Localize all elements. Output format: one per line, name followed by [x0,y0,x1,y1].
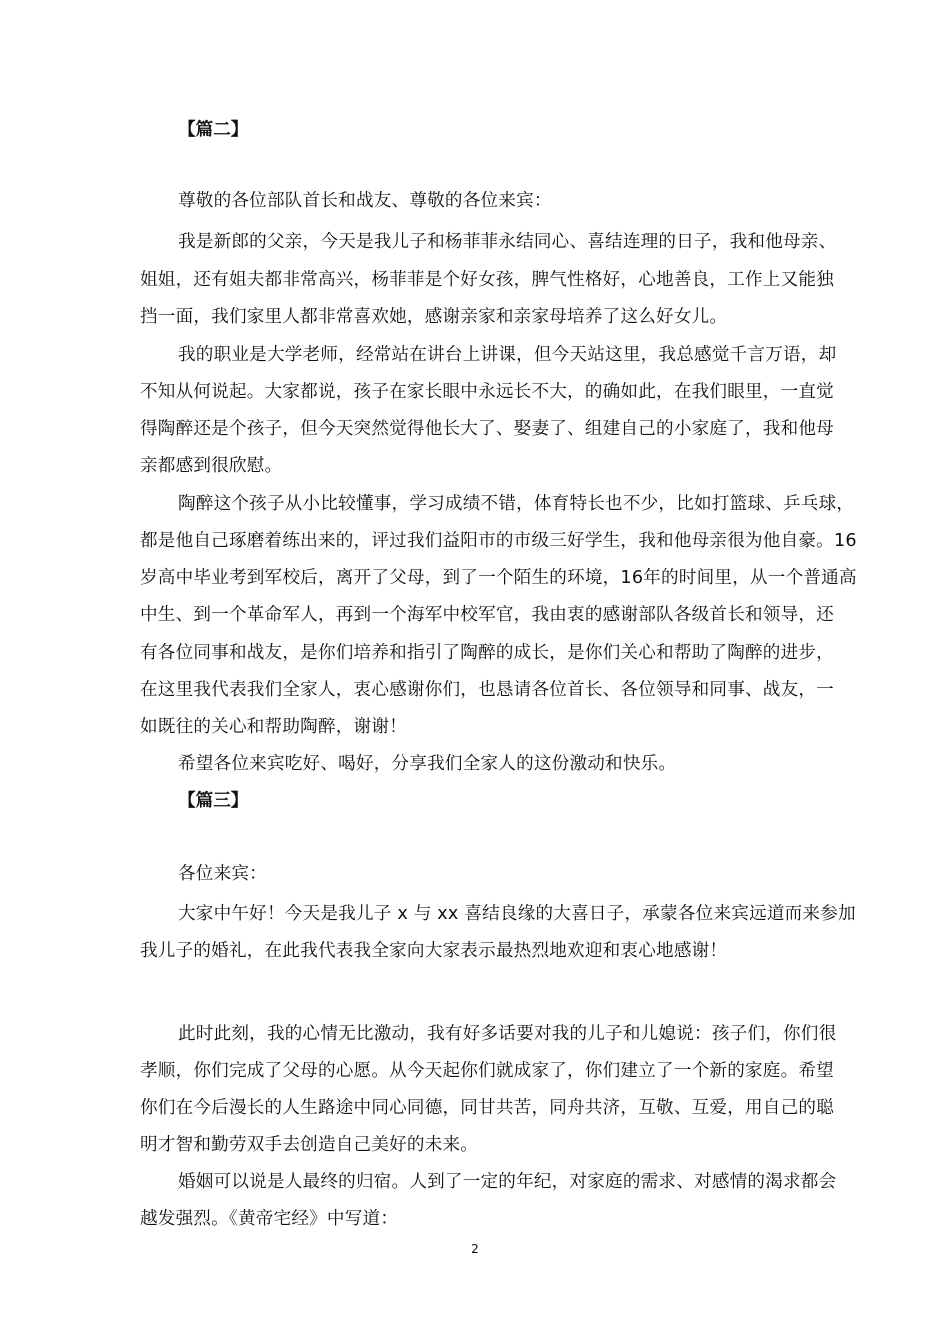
paragraph-line: 在这里我代表我们全家人，衷心感谢你们，也恳请各位首长、各位领导和同事、战友，一 [140,680,834,700]
paragraph-line: 不知从何说起。大家都说，孩子在家长眼中永远长不大，的确如此，在我们眼里，一直觉 [140,382,834,402]
paragraph-line: 你们在今后漫长的人生路途中同心同德，同甘共苦，同舟共济，互敬、互爱，用自己的聪 [140,1098,834,1118]
section-heading: 【篇二】 [178,120,249,140]
paragraph-line: 婚姻可以说是人最终的归宿。人到了一定的年纪，对家庭的需求、对感情的渴求都会 [178,1172,837,1192]
paragraph-line: 陶醉这个孩子从小比较懂事，学习成绩不错，体育特长也不少，比如打篮球、乒乓球， [178,494,855,514]
paragraph-line: 姐姐，还有姐夫都非常高兴，杨菲菲是个好女孩，脾气性格好，心地善良，工作上又能独 [140,270,834,290]
paragraph-line: 我的职业是大学老师，经常站在讲台上讲课，但今天站这里，我总感觉千言万语，却 [178,345,837,365]
salutation-line: 各位来宾： [178,864,267,884]
paragraph-line: 中生、到一个革命军人，再到一个海军中校军官，我由衷的感谢部队各级首长和领导，还 [140,605,834,625]
paragraph-line: 我是新郎的父亲，今天是我儿子和杨菲菲永结同心、喜结连理的日子，我和他母亲、 [178,232,837,252]
paragraph-line: 希望各位来宾吃好、喝好，分享我们全家人的这份激动和快乐。 [178,754,677,774]
paragraph-line: 我儿子的婚礼，在此我代表我全家向大家表示最热烈地欢迎和衷心地感谢！ [140,941,728,961]
paragraph-line: 孝顺，你们完成了父母的心愿。从今天起你们就成家了，你们建立了一个新的家庭。希望 [140,1061,834,1081]
section-heading: 【篇三】 [178,791,249,811]
paragraph-line: 都是他自己琢磨着练出来的，评过我们益阳市的市级三好学生，我和他母亲很为他自豪。16 [140,531,857,551]
paragraph-line: 岁高中毕业考到军校后，离开了父母，到了一个陌生的环境，16年的时间里，从一个普通高 [140,568,857,588]
paragraph-line: 大家中午好！今天是我儿子 x 与 xx 喜结良缘的大喜日子，承蒙各位来宾远道而来参加 [178,904,856,924]
paragraph-line: 此时此刻，我的心情无比激动，我有好多话要对我的儿子和儿媳说：孩子们，你们很 [178,1024,837,1044]
paragraph-line: 如既往的关心和帮助陶醉，谢谢！ [140,717,407,737]
paragraph-line: 越发强烈。《黄帝宅经》中写道： [140,1209,399,1229]
page-number: 2 [471,1242,479,1256]
paragraph-line: 有各位同事和战友，是你们培养和指引了陶醉的成长，是你们关心和帮助了陶醉的进步， [140,643,834,663]
paragraph-line: 亲都感到很欣慰。 [140,456,283,476]
paragraph-line: 得陶醉还是个孩子，但今天突然觉得他长大了、娶妻了、组建自己的小家庭了，我和他母 [140,419,834,439]
salutation-line: 尊敬的各位部队首长和战友、尊敬的各位来宾： [178,191,552,211]
paragraph-line: 挡一面，我们家里人都非常喜欢她，感谢亲家和亲家母培养了这么好女儿。 [140,307,728,327]
paragraph-line: 明才智和勤劳双手去创造自己美好的未来。 [140,1135,479,1155]
